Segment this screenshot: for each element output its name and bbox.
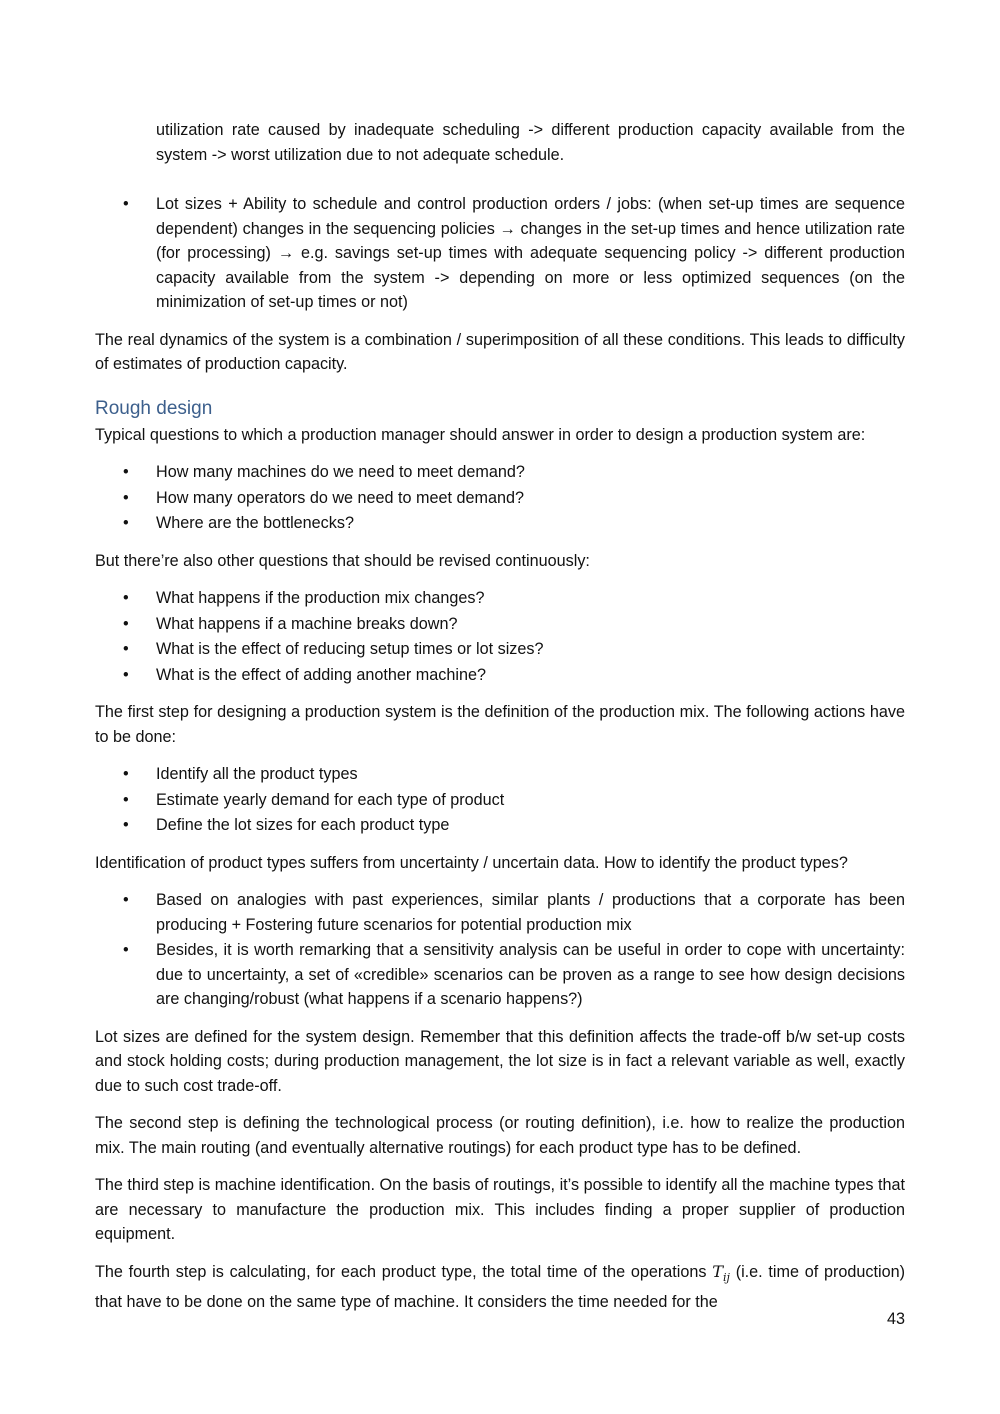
bullet-icon: • bbox=[123, 941, 129, 959]
math-subscript: ij bbox=[723, 1270, 730, 1284]
bullet-icon: • bbox=[123, 195, 129, 213]
list-item-text: What is the effect of adding another machine? bbox=[156, 665, 486, 684]
bullet-icon: • bbox=[123, 463, 129, 481]
paragraph-other-questions: But there’re also other questions that should be revised continuously: bbox=[95, 551, 590, 570]
bullet-icon: • bbox=[123, 640, 129, 658]
paragraph-third-step: The third step is machine identification. On the basis of routings, it’s possible to identify all the machine types that are necessary to manufacture the production mix. This includes finding a proper supplier of production equipment. bbox=[95, 1176, 905, 1243]
list-item bbox=[95, 788, 905, 813]
paragraph-lot-sizes: Lot sizes are defined for the system design. Remember that this definition affects the trade-off b/w set-up costs and stock holding costs; during production management, the lot size is in fact a relevant variable as well, exactly due to such cost trade-off. bbox=[95, 1027, 905, 1095]
list-item-text: What is the effect of reducing setup times or lot sizes? bbox=[156, 640, 544, 658]
list-item-text: Where are the bottlenecks? bbox=[156, 514, 354, 532]
list-item bbox=[95, 762, 905, 787]
list-item-text: Define the lot sizes for each product type bbox=[156, 816, 450, 834]
list-item-text: Besides, it is worth remarking that a sensitivity analysis can be useful in order to cope with uncertainty: due to uncertainty, a set of «credible» scenarios can be proven as a range to see how design decisions are changing/robust (what happens if a scenario happens?) bbox=[156, 941, 905, 1008]
math-symbol: T bbox=[712, 1261, 723, 1281]
list-item bbox=[95, 888, 905, 937]
bullet-icon: • bbox=[123, 891, 129, 909]
bullet-icon: • bbox=[123, 816, 129, 834]
list-item bbox=[95, 663, 905, 688]
list-item-text: What happens if a machine breaks down? bbox=[156, 614, 458, 633]
paragraph-second-step: The second step is defining the technological process (or routing definition), i.e. how to realize the production mix. The main routing (and eventually alternative routings) for each product type has to be defined. bbox=[95, 1114, 905, 1157]
math-t-ij bbox=[712, 1261, 730, 1284]
bullet-icon: • bbox=[123, 514, 129, 532]
list-item-text: Based on analogies with past experiences, similar plants / productions that a corporate has been producing + Fostering future scenarios for potential production mix bbox=[156, 891, 905, 934]
lot-sizes-bullet-list bbox=[95, 192, 905, 315]
list-item-text: What happens if the production mix changes? bbox=[156, 589, 485, 607]
page-number: 43 bbox=[886, 1310, 905, 1328]
list-item-text: How many operators do we need to meet demand? bbox=[156, 488, 525, 507]
bullet-icon: • bbox=[123, 765, 129, 783]
document-page bbox=[95, 118, 905, 1328]
list-item bbox=[95, 486, 905, 511]
list-item bbox=[95, 813, 905, 838]
list-item bbox=[95, 192, 905, 315]
list-item bbox=[95, 938, 905, 1012]
list-item bbox=[95, 511, 905, 536]
bullet-icon: • bbox=[123, 614, 129, 633]
list-item bbox=[95, 637, 905, 662]
list-item bbox=[95, 612, 905, 637]
other-questions-list bbox=[95, 586, 905, 687]
list-item-text: Identify all the product types bbox=[156, 765, 358, 783]
list-item-text: How many machines do we need to meet demand? bbox=[156, 463, 525, 481]
paragraph-fourth-step bbox=[95, 1260, 905, 1315]
list-item bbox=[95, 586, 905, 611]
paragraph-identification: Identification of product types suffers from uncertainty / uncertain data. How to identify the product types? bbox=[95, 853, 848, 872]
list-item-text: Lot sizes + Ability to schedule and control production orders / jobs: (when set-up times are sequence dependent) changes in the sequencing policies → changes in the set-up times and hence utilization rate (for processing) → e.g. savings set-up times with adequate sequencing policy -> different production capacity available from the system -> depending on more or less optimized sequences (on the minimization of set-up times or not) bbox=[156, 195, 905, 311]
continuation-text: utilization rate caused by inadequate scheduling -> different production capacity available from the system -> worst utilization due to not adequate schedule. bbox=[156, 121, 905, 164]
questions-list bbox=[95, 460, 905, 536]
bullet-icon: • bbox=[123, 665, 129, 684]
identification-list bbox=[95, 888, 905, 1012]
actions-list bbox=[95, 762, 905, 838]
fourth-step-text-a: The fourth step is calculating, for each product type, the total time of the operations bbox=[95, 1262, 713, 1281]
paragraph-first-step: The first step for designing a production system is the definition of the production mix. The following actions have to be done: bbox=[95, 703, 905, 746]
paragraph-typical-questions: Typical questions to which a production manager should answer in order to design a production system are: bbox=[95, 425, 866, 444]
paragraph-dynamics: The real dynamics of the system is a combination / superimposition of all these conditions. This leads to difficulty of estimates of production capacity. bbox=[95, 330, 905, 373]
bullet-icon: • bbox=[123, 488, 129, 507]
list-item bbox=[95, 460, 905, 485]
list-item-text: Estimate yearly demand for each type of product bbox=[156, 790, 505, 809]
bullet-icon: • bbox=[123, 790, 129, 809]
section-heading: Rough design bbox=[95, 397, 213, 419]
bullet-icon: • bbox=[123, 589, 129, 607]
fourth-step-text-b: (i.e. time of production) that have to be done on the same type of machine. It considers the time needed for the bbox=[95, 1262, 905, 1312]
